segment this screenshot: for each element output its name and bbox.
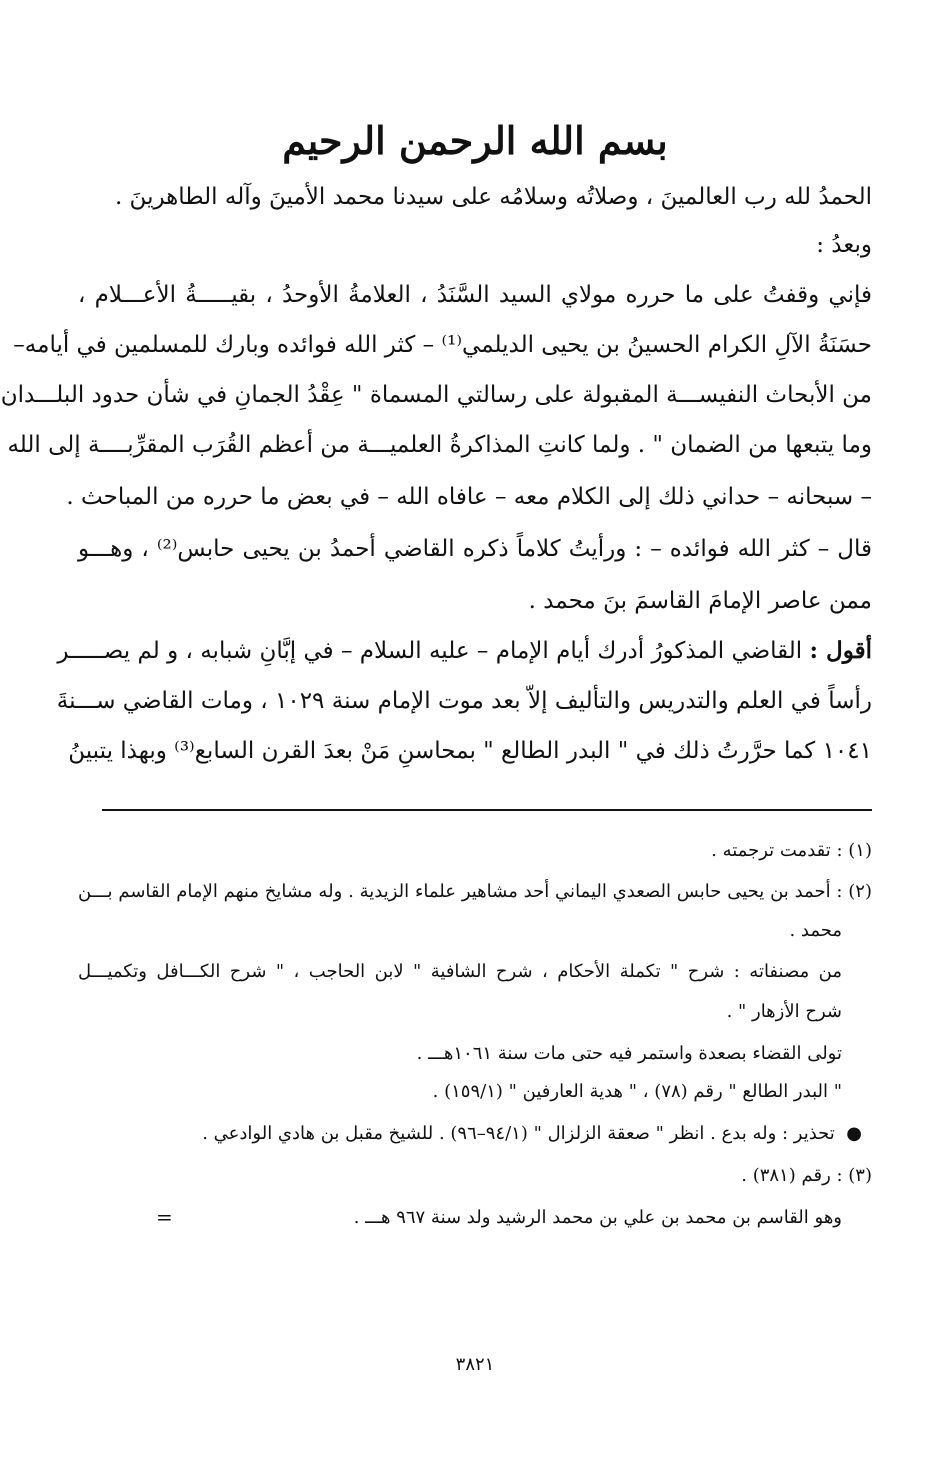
body-line	[57, 634, 872, 668]
footnote-line: (٣) : رقم (٣٨١) .	[741, 1165, 872, 1186]
footnote-line: محمد .	[789, 920, 842, 941]
footnote-line: (٢) : أحمد بن يحيى حابس الصعدي اليماني أحد مشاهير علماء الزيدية . وله مشايخ منهم الإمام القاسم بـــن	[78, 881, 872, 902]
body-line: حسَنَةُ الآلِ الكرام الحسينُ بن يحيى الديلمي⁽¹⁾ – كثر الله فوائده وبارك للمسلمين في أيامه–	[13, 332, 872, 358]
footnote-line: " البدر الطالع " رقم (٧٨) ، " هدية العارفين " (١٥٩/١) .	[432, 1081, 842, 1102]
body-line: وبعدُ :	[816, 232, 872, 258]
body-line: الحمدُ لله رب العالمينَ ، وصلاتُه وسلامُه على سيدنا محمد الأمينَ وآله الطاهرينَ .	[114, 184, 872, 210]
body-line: ممن عاصر الإمامَ القاسمَ بنَ محمد .	[528, 588, 872, 614]
footnote-warning-text: تحذير : وله بدع . انظر " صعقة الزلزال " (٩٤/١–٩٦) . للشيخ مقبل بن هادي الوادعي .	[202, 1123, 835, 1144]
body-line-text: القاضي المذكورُ أدرك أيام الإمام – عليه السلام – في إبَّانِ شبابه ، و لم يصـــــر	[57, 638, 803, 664]
body-line: ١٠٤١ كما حرَّرتُ ذلك في " البدر الطالع " بمحاسنِ مَنْ بعدَ القرن السابع⁽³⁾ وبهذا يتبينُ	[68, 738, 872, 764]
footnote-line: من مصنفاته : شرح " تكملة الأحكام ، شرح الشافية " لابن الحاجب ، " شرح الكـــافل وتكميـــل	[78, 961, 842, 982]
body-line: قال – كثر الله فوائده – : ورأيتُ كلاماً ذكره القاضي أحمدُ بن يحيى حابس⁽²⁾ ، وهـــو	[78, 536, 873, 562]
footnote-line: تولى القضاء بصعدة واستمر فيه حتى مات سنة ١٠٦١هـــ .	[416, 1043, 842, 1064]
body-line: فإني وقفتُ على ما حرره مولاي السيد السَّنَدُ ، العلامةُ الأوحدُ ، بقيـــــةُ الأعـــلام ،	[78, 282, 872, 308]
footnote-line	[68, 1120, 862, 1148]
footnote-line: (١) : تقدمت ترجمته .	[711, 840, 872, 861]
footnote-line: شرح الأزهار " .	[726, 1001, 842, 1022]
aqul-label: أقول :	[809, 637, 872, 664]
footnote-line: وهو القاسم بن محمد بن علي بن محمد الرشيد ولد سنة ٩٦٧ هـــ .	[353, 1207, 842, 1228]
basmala-heading: بسم الله الرحمن الرحيم	[282, 118, 668, 163]
filled-circle-icon: ●	[846, 1123, 862, 1144]
body-line: – سبحانه – حداني ذلك إلى الكلام معه – عافاه الله – في بعض ما حرره من المباحث .	[66, 484, 872, 510]
page-number: ٣٨٢١	[455, 1354, 495, 1375]
body-line: رأساً في العلم والتدريس والتأليف إلاّ بعد موت الإمام سنة ١٠٢٩ ، ومات القاضي ســـنةَ	[56, 688, 872, 714]
footnote-separator	[102, 809, 872, 811]
body-line: من الأبحاث النفيســـة المقبولة على رسالتي المسماة " عِقْدُ الجمانِ في شأن حدود البلـــدان	[0, 382, 872, 408]
side-mark: =	[156, 1205, 173, 1229]
body-line: وما يتبعها من الضمان " . ولما كانتِ المذاكرةُ العلميـــة من أعظم القُرَب المقرِّبــــة إلى الله	[7, 432, 872, 458]
